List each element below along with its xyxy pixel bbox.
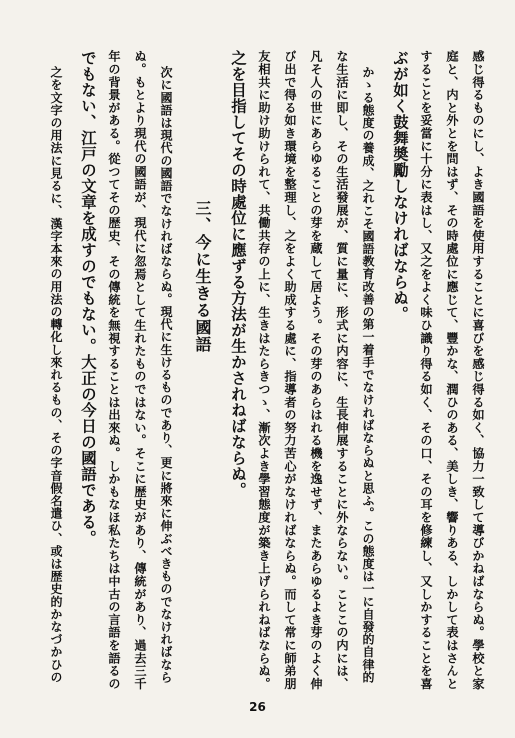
section-heading: 三、今に生きる國語: [193, 200, 212, 353]
page-number: 26: [249, 700, 266, 714]
text-line: ぶが如く鼓舞奬勵しなければならぬ。: [391, 50, 409, 322]
text-line: ぬ。もとより現代の國語が、現代に忽焉として生れたものではない。そこに歴史があり、傳統があり、過去三千: [133, 50, 147, 690]
text-line: 年の背景がある。從つてその歴史、その傳統を無視することは出來ぬ。しかもなほ私たちは中古の言語を語るの: [107, 50, 121, 690]
text-line: 感じ得るものにし、よき國語を使用することに喜びを感じ得る如く、協力一致して導びかねばならぬ。學校と家: [471, 50, 485, 690]
text-line: 之を文字の用法に見るに、漢字本來の用法の轉化し來れるもの、その字音假名遣ひ、或は歴史的かなづかひの: [49, 66, 63, 684]
text-line: 友相共に助け助けられて、共働共存の上に、生きはたらきつゝ、漸次よき學習態度が築き上げられねばならぬ。: [257, 50, 271, 690]
text-line: 之を目指してその時處位に應ずる方法が生かされねばならぬ。: [229, 50, 247, 498]
text-line: かゝる態度の養成、之れこそ國語教育改善の第一着手でなければならぬと思ふ。この態度は一に自發的自律的: [361, 66, 375, 684]
text-line: 庭と、内と外とを問はず、その時處位に應じて、豐かな、潤ひのある、美しき、響りある、しかして表はさんと: [445, 50, 459, 690]
text-line: び出で得る如き環境を整理し、之をよく助成する處に、指導者の努力苦心がなければならぬ。而して常に師弟朋: [283, 50, 297, 690]
text-line: 凡そ人の世にあらゆることの芽を蔵して居よう。その芽のあらはれる機を逸せず、またあらゆるよき芽のよく伸: [309, 50, 323, 690]
text-line: な生活に即し、その生活發展が、質に量に、形式に内容に、生長伸展することに外ならない。ことこの内には、: [335, 50, 349, 690]
text-line: でもない、江戸の文章を成すのでもない。大正の今日の國語である。: [79, 50, 97, 546]
text-line: 次に國語は現代の國語でなければならぬ。現代に生けるものであり、更に將來に伸ぶべきものでなければなら: [159, 66, 173, 684]
text-line: することを妥當に十分に表はし、又之をよく味ひ識り得る如く、その口、その耳を修練し、又しかすることを喜: [419, 50, 433, 690]
